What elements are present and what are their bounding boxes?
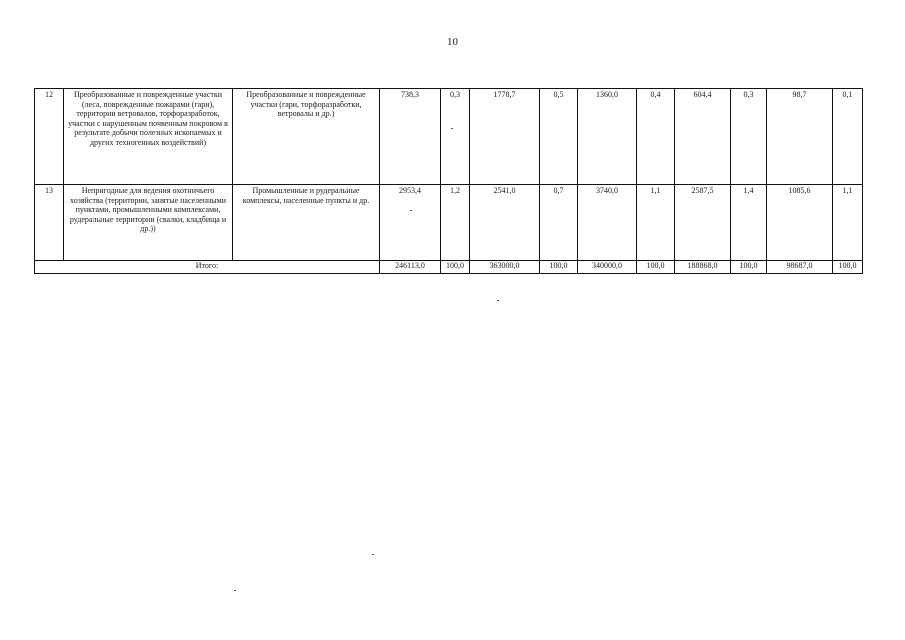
total-row [35, 261, 863, 274]
table-row [35, 89, 863, 185]
percent-cell: 0,1 [833, 89, 863, 185]
percent-cell: 0,3 [731, 89, 767, 185]
percent-cell: 0,7 [540, 185, 578, 261]
percent-cell: 1,1 [833, 185, 863, 261]
percent-cell: 0,4 [637, 89, 675, 185]
total-value-cell: 340000,0 [578, 261, 637, 274]
value-cell: 2587,5 [675, 185, 731, 261]
scan-speck [497, 300, 499, 301]
subcategory-cell: Преобразованные и поврежденные участки (гари, торфоразработки, ветровалы и др.) [233, 89, 380, 185]
category-cell: Непригодные для ведения охотничьего хозяйства (территории, занятые населенными пунктами, промышленными комплексами, рудеральные территории (свалки, кладбища и др.)) [64, 185, 233, 261]
total-value-cell: 98687,0 [767, 261, 833, 274]
total-label: Итого: [35, 261, 380, 274]
value-cell: 2541,0 [470, 185, 540, 261]
total-percent-cell: 100,0 [637, 261, 675, 274]
row-number: 13 [35, 185, 64, 261]
total-percent-cell: 100,0 [731, 261, 767, 274]
percent-cell: 0,3 [441, 89, 470, 185]
total-percent-cell: 100,0 [833, 261, 863, 274]
page-number: 10 [447, 36, 458, 48]
scan-speck [410, 210, 412, 211]
percent-cell: 1,2 [441, 185, 470, 261]
scan-speck [234, 590, 236, 591]
value-cell: 1360,0 [578, 89, 637, 185]
value-cell: 1778,7 [470, 89, 540, 185]
row-number: 12 [35, 89, 64, 185]
land-category-table [34, 88, 863, 274]
total-value-cell: 188868,0 [675, 261, 731, 274]
value-cell: 2953,4 [380, 185, 441, 261]
value-cell: 3740,0 [578, 185, 637, 261]
value-cell: 604,4 [675, 89, 731, 185]
value-cell: 738,3 [380, 89, 441, 185]
table-row [35, 185, 863, 261]
scan-speck [451, 128, 453, 129]
percent-cell: 1,4 [731, 185, 767, 261]
scan-speck [372, 554, 374, 555]
category-cell: Преобразованные и поврежденные участки (леса, поврежденные пожарами (гари), территории ветровалов, торфоразработок, участки с нарушенным почвенным покровом в результате добычи полезных ископаемых и других техногенных воздействий) [64, 89, 233, 185]
percent-cell: 1,1 [637, 185, 675, 261]
total-percent-cell: 100,0 [441, 261, 470, 274]
value-cell: 1085,6 [767, 185, 833, 261]
value-cell: 98,7 [767, 89, 833, 185]
total-value-cell: 246113,0 [380, 261, 441, 274]
total-value-cell: 363000,0 [470, 261, 540, 274]
subcategory-cell: Промышленные и рудеральные комплексы, населенные пункты и др. [233, 185, 380, 261]
total-percent-cell: 100,0 [540, 261, 578, 274]
percent-cell: 0,5 [540, 89, 578, 185]
